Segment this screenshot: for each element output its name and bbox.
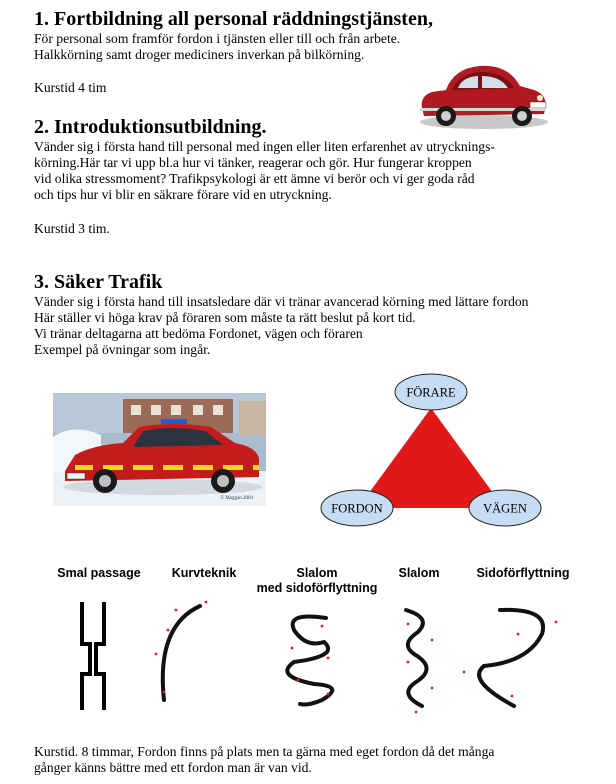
photo-credit: © Maggan 2004 [220, 496, 253, 501]
node-vagen-label: VÄGEN [483, 501, 527, 516]
exercise-label-line: Slalom [398, 566, 440, 580]
narrow-passage-icon [82, 604, 104, 708]
triangle-shape [358, 408, 504, 508]
section-3-line-3: Vi tränar deltagarna att bedöma Fordonet, vägen och föraren [34, 326, 363, 341]
exercise-label-kurvteknik [156, 566, 252, 581]
exercise-drawings [60, 596, 600, 726]
node-fordon [321, 490, 393, 526]
footer-line-2: gånger känns bättre med ett fordon man är van vid. [34, 760, 312, 775]
slalom-icon [406, 610, 433, 713]
section-2-line-3: vid olika stressmoment? Trafikpsykologi är ett ämne vi berör och vi ger goda råd [34, 171, 475, 186]
node-forare-label: FÖRARE [406, 385, 456, 400]
footer-line-1: Kurstid. 8 timmar, Fordon finns på plats men ta gärna med eget fordon då det många [34, 744, 495, 759]
exercise-label-sidoforflyttning [464, 566, 582, 581]
section-3-heading: 3. Säker Trafik [34, 271, 163, 293]
node-forare [395, 374, 467, 410]
curve-technique-icon [155, 601, 208, 700]
section-1-line-2: Halkkörning samt droger mediciners inverkan på bilkörning. [34, 47, 365, 62]
section-2-line-1: Vänder sig i första hand till personal med ingen eller liten erfarenhet av utrycknings- [34, 139, 495, 154]
section-1-heading: 1. Fortbildning all personal räddningstjänsten, [34, 8, 433, 30]
section-2-line-4: och tips hur vi blir en säkrare förare vid en utryckning. [34, 187, 332, 202]
exercise-label-line: med sidoförflyttning [256, 581, 378, 595]
slalom-sidestep-icon [287, 617, 332, 705]
exercise-label-line: Smal passage [57, 566, 141, 580]
rescue-vehicle-photo [53, 393, 266, 506]
exercise-label-line: Sidoförflyttning [476, 566, 570, 580]
exercise-label-slalom [384, 566, 454, 581]
exercise-label-line: Slalom [296, 566, 338, 580]
sidestep-icon [463, 610, 558, 706]
section-1-line-1: För personal som framför fordon i tjänsten eller till och från arbete. [34, 31, 401, 46]
section-1-duration: Kurstid 4 tim [34, 80, 107, 95]
node-vagen [469, 490, 541, 526]
driver-vehicle-road-triangle [318, 370, 548, 530]
section-2-line-2: körning.Här tar vi upp bl.a hur vi tänker, reagerar och gör. Hur fungerar kroppen [34, 155, 472, 170]
exercise-label-line: Kurvteknik [171, 566, 237, 580]
node-fordon-label: FORDON [331, 501, 383, 516]
section-3-line-4: Exempel på övningar som ingår. [34, 342, 211, 357]
section-2-heading: 2. Introduktionsutbildning. [34, 116, 267, 138]
exercise-label-smal-passage [44, 566, 154, 581]
exercise-label-slalom-sidoforflyttning [244, 566, 390, 596]
section-2-duration: Kurstid 3 tim. [34, 221, 110, 236]
vintage-car-image [412, 48, 552, 134]
section-3-line-2: Här ställer vi höga krav på föraren som måste ta rätt beslut på kort tid. [34, 310, 416, 325]
section-3-line-1: Vänder sig i första hand till insatsledare där vi tränar avancerad körning med lättare fordon [34, 294, 529, 309]
